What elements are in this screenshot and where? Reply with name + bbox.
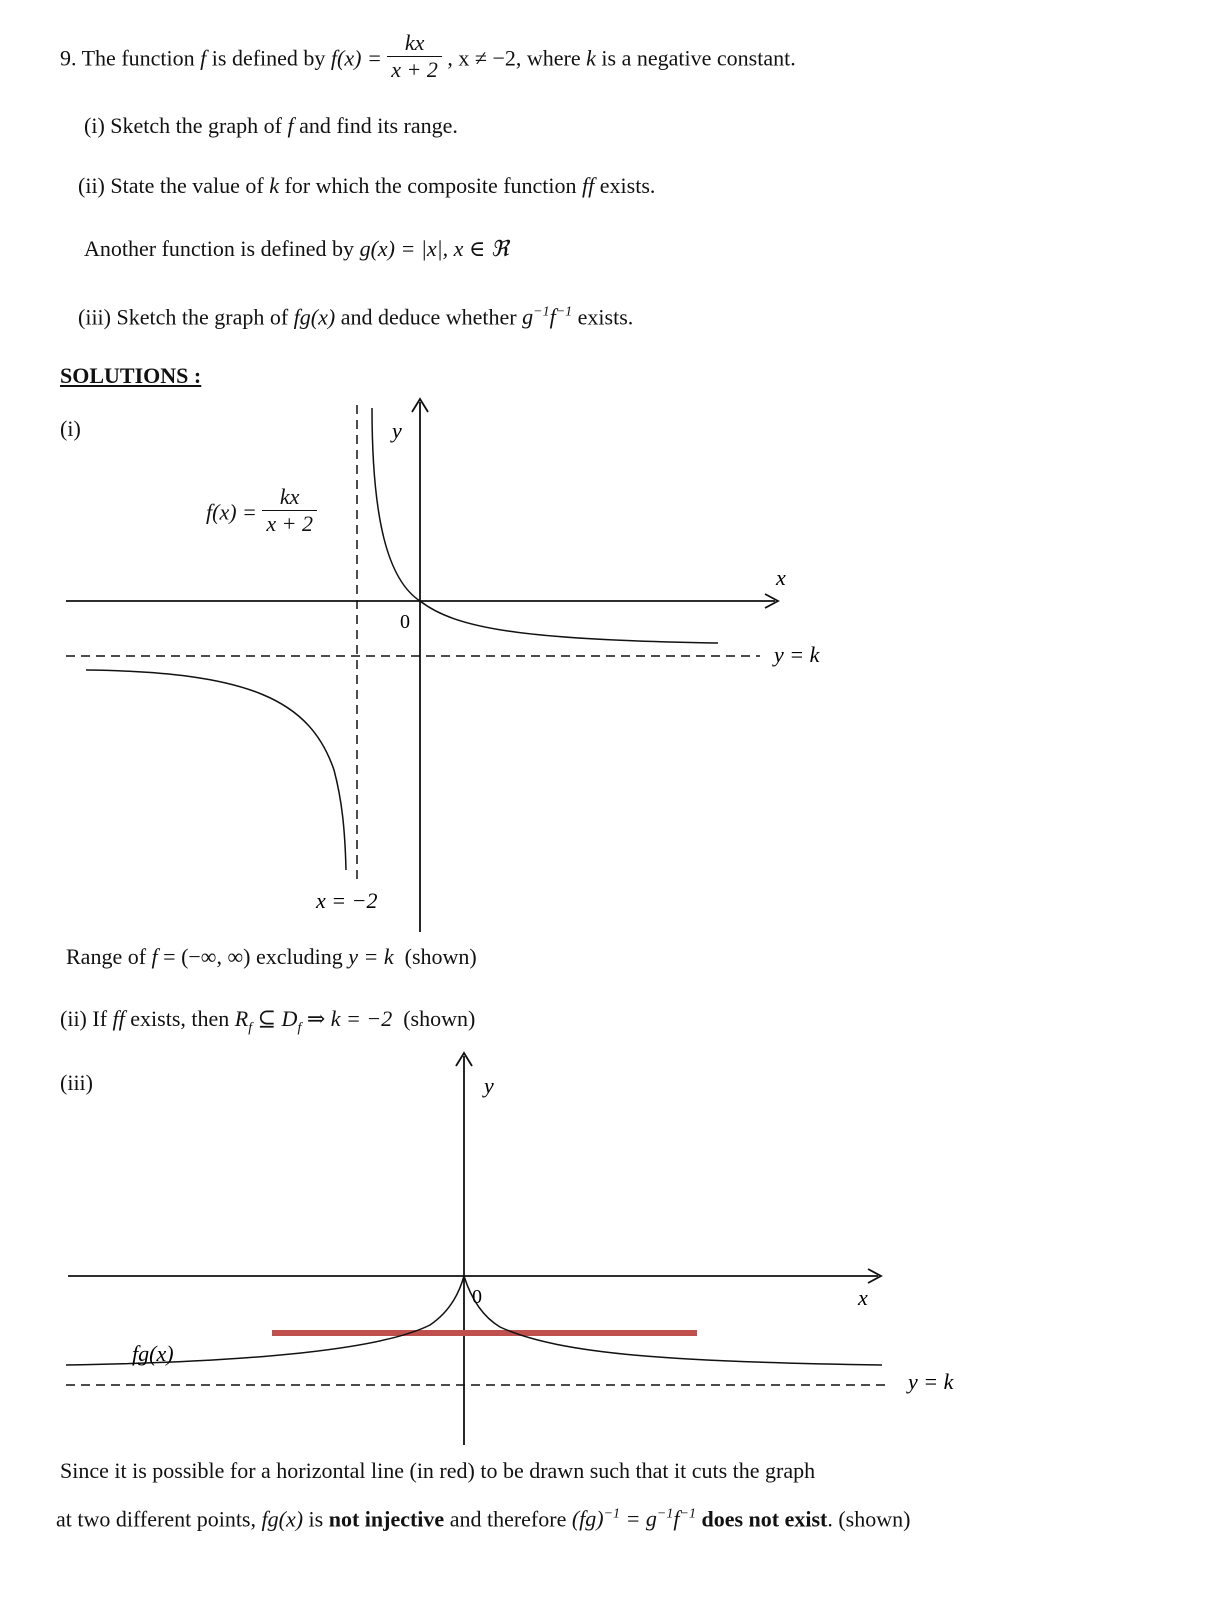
range-yk: y = k [348, 944, 394, 969]
conclusion-g-sup: −1 [656, 1507, 674, 1522]
ii-shown: (shown) [403, 1006, 476, 1031]
conclusion-not-injective: not injective [328, 1506, 445, 1532]
conclusion-2b: is [308, 1506, 324, 1532]
curve-right-branch [372, 408, 718, 643]
range-text-a: Range of [66, 944, 147, 969]
conclusion-fg-sup: −1 [603, 1507, 621, 1522]
conclusion-2c: and therefore [449, 1506, 567, 1532]
graph2-y-label: y [484, 1073, 494, 1098]
symbol-f: f [200, 45, 207, 71]
range-shown: (shown) [404, 944, 477, 969]
graph2-curve-left [66, 1276, 464, 1365]
domain-condition: , x ≠ −2, [447, 45, 522, 71]
g-symbol: g [522, 304, 534, 330]
ii-subset: ⊆ D [257, 1006, 298, 1031]
where-text: where [526, 45, 581, 71]
solutions-heading: SOLUTIONS : [60, 363, 202, 388]
graph1-fx-lhs: f(x) = [206, 499, 257, 525]
negative-constant-text: is a negative constant. [601, 45, 796, 71]
graph2-origin-label: 0 [472, 1286, 482, 1308]
part-ii-k: k [269, 173, 279, 198]
fx-lhs: f(x) = [330, 45, 382, 71]
part-i-end: and find its range. [299, 113, 458, 138]
solution-label-iii: (iii) [60, 1070, 93, 1095]
f-symbol: f [549, 304, 556, 330]
g-definition: g(x) = |x|, x ∈ ℜ [359, 236, 509, 261]
fraction-denominator: x + 2 [391, 57, 438, 82]
ii-ff: ff [112, 1006, 125, 1031]
question-intro-a: The function [81, 45, 195, 71]
part-i-text: (i) Sketch the graph of [84, 113, 282, 138]
part-ii-text: (ii) State the value of [78, 173, 264, 198]
conclusion-fgx: fg(x) [261, 1506, 304, 1532]
conclusion-eq: = g [625, 1506, 657, 1532]
graph1-function-label [206, 484, 317, 539]
ii-text-b: exists, then [130, 1006, 230, 1031]
graph1-origin-label: 0 [400, 611, 410, 633]
conclusion-f: f [673, 1506, 680, 1532]
ii-implies: ⇒ k = −2 [306, 1006, 393, 1031]
part-iii-text: (iii) Sketch the graph of [78, 304, 289, 330]
conclusion-line-2 [56, 1508, 910, 1530]
part-ii-mid: for which the composite function [284, 173, 577, 198]
ii-sub-f2: f [297, 1020, 302, 1036]
graph1-fraction-denominator: x + 2 [266, 511, 313, 536]
part-ii-end: exists. [599, 173, 656, 198]
graph1-fraction-numerator: kx [262, 486, 317, 511]
ii-sub-f1: f [248, 1020, 253, 1036]
conclusion-f-sup: −1 [679, 1507, 696, 1522]
part-iii-mid: and deduce whether [340, 304, 517, 330]
part-iii-fg: fg(x) [293, 304, 336, 330]
question-number: 9. [60, 45, 77, 71]
conclusion-line-1: Since it is possible for a horizontal line (in red) to be drawn such that it cuts the graph [60, 1458, 816, 1483]
graph-fg [0, 1040, 1210, 1460]
solution-label-i: (i) [60, 416, 81, 441]
graph2-asymptote-h-label: y = k [908, 1369, 954, 1394]
ii-expression [234, 1006, 393, 1036]
symbol-k: k [586, 45, 596, 71]
part-ii-answer [60, 1008, 475, 1035]
conclusion-end: . (shown) [827, 1506, 911, 1532]
graph1-x-label: x [776, 565, 786, 590]
g-inverse-sup: −1 [533, 305, 550, 320]
ii-r: R [234, 1006, 249, 1031]
conclusion-fg-inverse: (fg) [571, 1506, 604, 1532]
another-function-text: Another function is defined by [84, 236, 355, 261]
range-text-b: = (−∞, ∞) excluding [163, 944, 343, 969]
conclusion-does-not-exist: does not exist [701, 1506, 828, 1532]
graph2-x-label: x [858, 1285, 868, 1310]
graph1-y-label: y [392, 418, 402, 443]
curve-left-branch [86, 670, 346, 870]
part-iii-end: exists. [577, 304, 634, 330]
graph1-asymptote-v-label: x = −2 [316, 888, 378, 913]
range-f: f [151, 944, 158, 969]
f-inverse-sup: −1 [555, 305, 573, 320]
conclusion-expression [572, 1506, 696, 1531]
ii-text-a: (ii) If [60, 1006, 108, 1031]
graph1-fraction [262, 486, 317, 535]
part-ii-ff: ff [582, 173, 595, 198]
graph2-curve-right [464, 1276, 882, 1365]
graph2-curve-label: fg(x) [132, 1341, 174, 1366]
range-statement [66, 946, 477, 968]
fraction-numerator: kx [387, 32, 442, 57]
part-i-f: f [287, 113, 294, 138]
graph1-asymptote-h-label: y = k [774, 642, 820, 667]
conclusion-2a: at two different points, [56, 1506, 256, 1532]
question-intro-b: is defined by [211, 45, 326, 71]
